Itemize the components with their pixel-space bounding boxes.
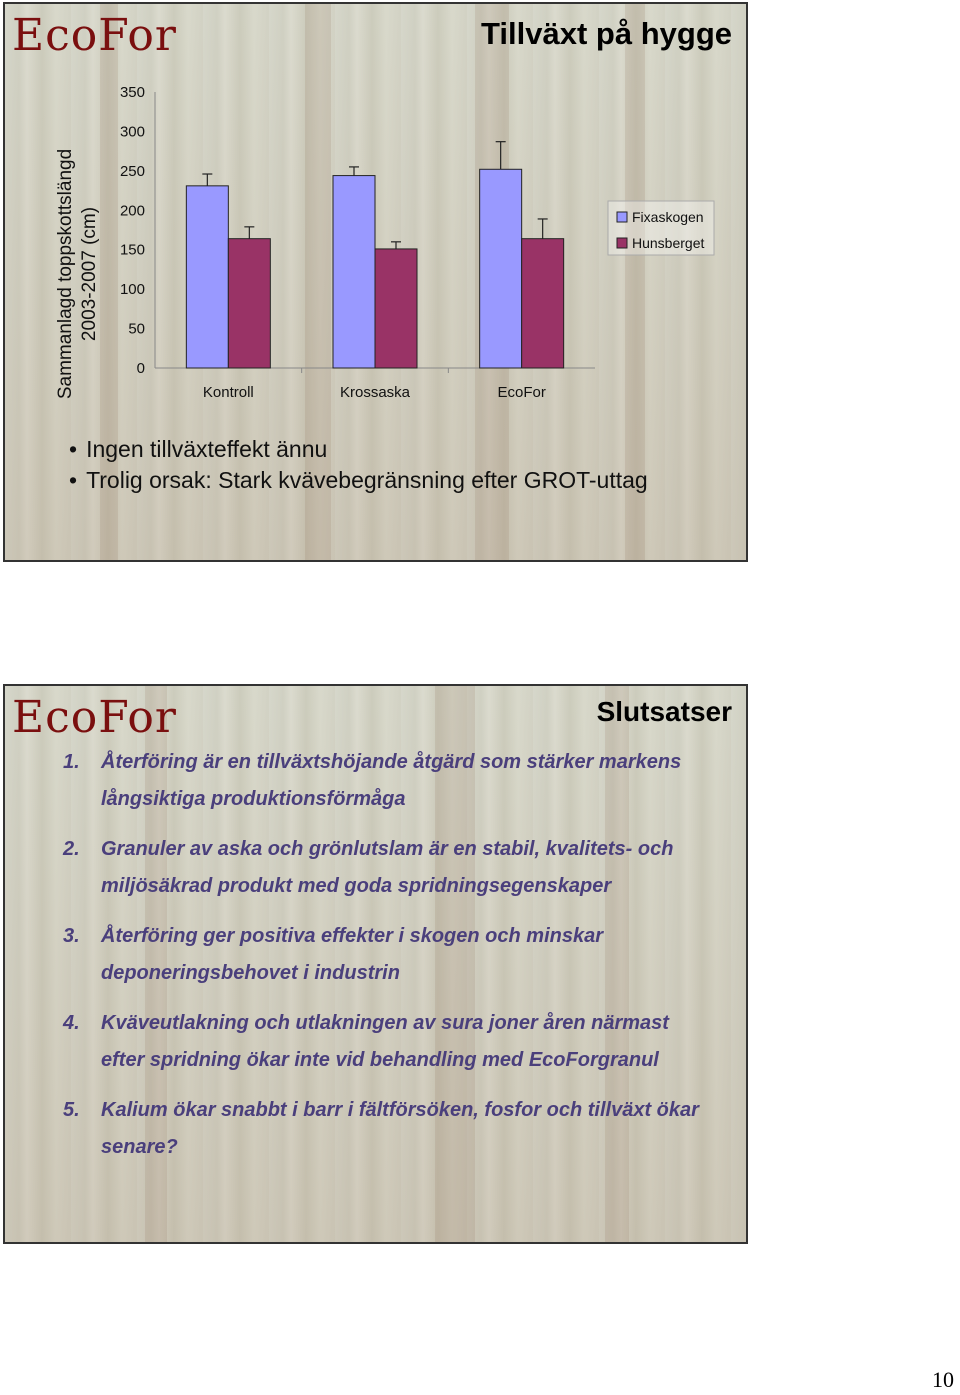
slide-growth — [3, 2, 748, 562]
y-axis-label: Sammanlagd toppskottslängd — [55, 148, 76, 400]
slide-title: Tillväxt på hygge — [481, 16, 732, 51]
y-tick-label: 0 — [136, 360, 145, 377]
legend-label: Fixaskogen — [632, 209, 704, 225]
legend-swatch — [617, 238, 627, 248]
conclusion-item: 1. Återföring är en tillväxtshöjande åtgärd som stärker markens långsiktiga produktionsförmåga — [63, 751, 682, 810]
chart-legend — [608, 201, 714, 255]
ecofor-logo: EcoFor — [12, 10, 177, 61]
x-tick-label: EcoFor — [497, 384, 546, 401]
bar-fixaskogen — [186, 186, 228, 368]
bar-chart — [5, 64, 745, 474]
y-tick-label: 100 — [119, 281, 145, 299]
conclusion-item: 5. Kalium ökar snabbt i barr i fältförsöken, fosfor och tillväxt ökar senare? — [63, 1099, 699, 1158]
bullet-item: • Ingen tillväxteffekt ännu — [69, 434, 648, 465]
legend-swatch — [617, 212, 627, 222]
conclusion-list — [63, 744, 713, 1179]
x-tick-label: Krossaska — [339, 384, 411, 401]
bullet-item: • Trolig orsak: Stark kvävebegränsning efter GROT-uttag — [69, 465, 648, 496]
legend-label: Hunsberget — [632, 235, 705, 251]
ecofor-logo: EcoFor — [12, 692, 177, 743]
x-tick-label: Kontroll — [202, 384, 254, 401]
y-tick-label: 350 — [119, 84, 145, 101]
slide-conclusions — [3, 684, 748, 1244]
bar-fixaskogen — [480, 169, 522, 368]
bar-hunsberget — [228, 239, 270, 368]
conclusion-item: 2. Granuler av aska och grönlutslam är en stabil, kvalitets- och miljösäkrad produkt med goda spridningsegenskaper — [63, 838, 674, 897]
y-tick-label: 50 — [128, 320, 145, 338]
bullet-list — [69, 434, 648, 496]
y-tick-label: 250 — [119, 162, 145, 180]
y-tick-label: 150 — [119, 241, 145, 259]
y-axis-label-unit: 2003-2007 (cm) — [79, 206, 100, 342]
bar-hunsberget — [375, 249, 417, 368]
page-number: 10 — [932, 1367, 954, 1392]
conclusion-item: 4. Kväveutlakning och utlakningen av sura joner åren närmast efter spridning ökar inte vid behandling med EcoForgranul — [63, 1012, 669, 1071]
bar-fixaskogen — [333, 176, 375, 368]
y-tick-label: 200 — [119, 202, 145, 220]
y-tick-label: 300 — [119, 123, 145, 141]
conclusion-item: 3. Återföring ger positiva effekter i skogen och minskar deponeringsbehovet i industrin — [63, 925, 603, 984]
bar-hunsberget — [522, 239, 564, 368]
slide-title: Slutsatser — [596, 696, 732, 727]
